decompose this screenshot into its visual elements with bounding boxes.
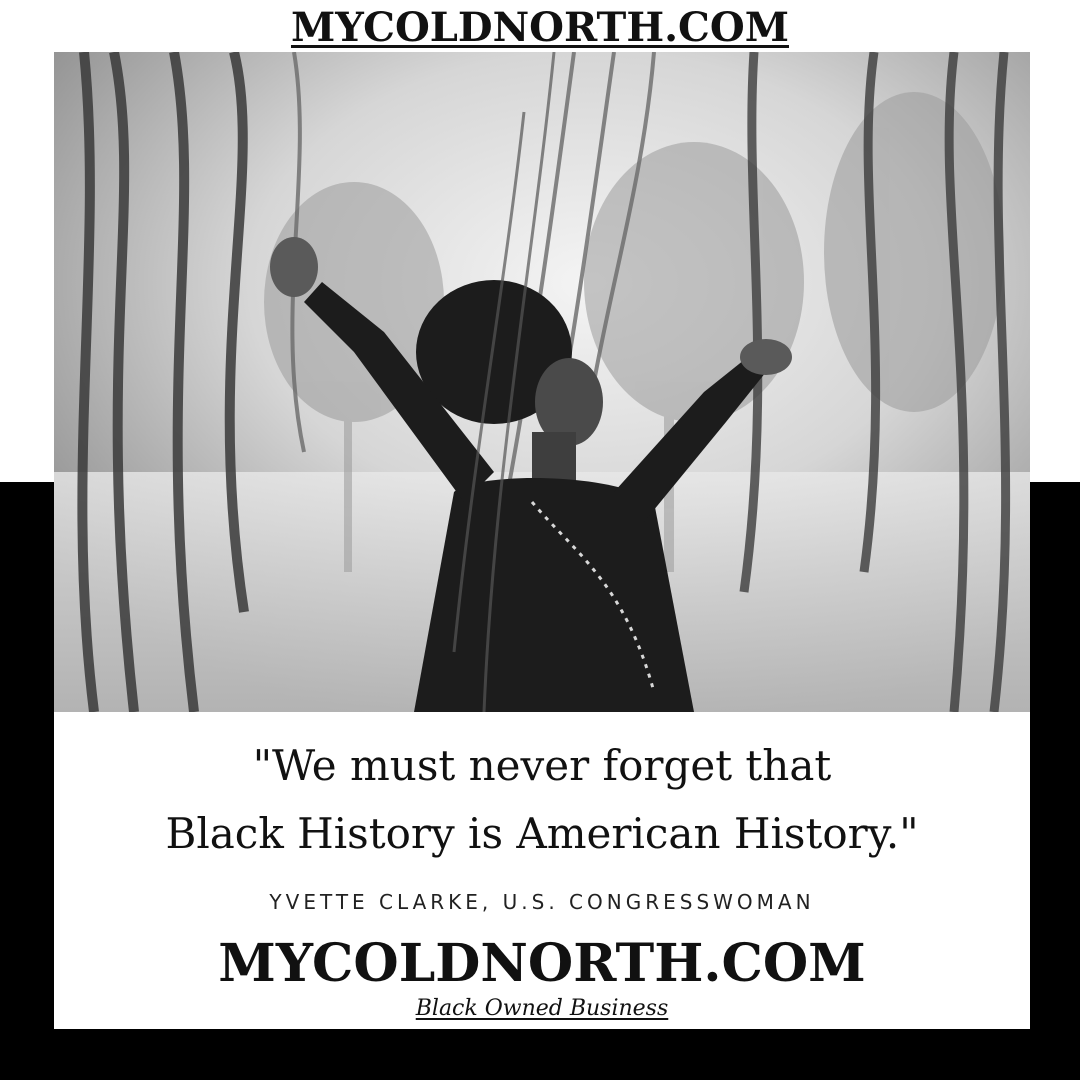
footer-tagline [54, 996, 1030, 1021]
quote-line-2: Black History is American History." [165, 809, 919, 858]
quote-text [54, 732, 1030, 868]
header-brand [0, 6, 1080, 50]
photo [54, 52, 1030, 712]
footer-tagline-text: Black Owned Business [415, 996, 669, 1021]
quote-attribution: YVETTE CLARKE, U.S. CONGRESSWOMAN [269, 890, 815, 914]
header-brand-text: MYCOLDNORTH.COM [290, 4, 789, 51]
quote-line-1: "We must never forget that [252, 741, 832, 790]
woman-under-willow-photo [54, 52, 1030, 712]
footer-brand: MYCOLDNORTH.COM [218, 933, 866, 994]
quote-card [54, 52, 1030, 1029]
